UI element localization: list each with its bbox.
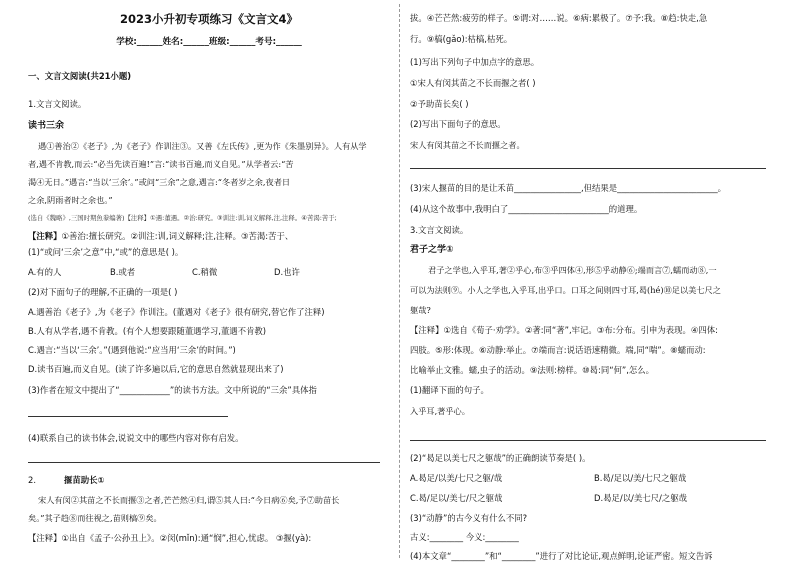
passage-2-notes: 【注释】①出自《孟子·公孙丑上》。②闵(mǐn):通“悯”,担心,忧虑。 ③揠(yà): xyxy=(28,533,312,543)
option-a[interactable]: A.有的人 xyxy=(28,267,62,277)
question-2-3: (3)宋人揠苗的目的是让禾苗________________,但结果是________________________。 xyxy=(410,183,727,193)
question-3-2: (2)“曷足以美七尺之躯哉”的正确朗读节奏是( )。 xyxy=(410,453,591,463)
passage-3-line-2: 可以为法则⑨。小人之学也,入乎耳,出乎口。口耳之间则四寸耳,曷(hé)⑩足以美七尺之 xyxy=(410,285,721,295)
question-2-2: (2)写出下面句子的意思。 xyxy=(410,119,506,129)
passage-3-note-3: 比喻举止文雅。蠕,虫子的活动。⑨法则:榜样。⑩曷:同“何”,怎么。 xyxy=(410,365,655,375)
question-1-label: 1.文言文阅读。 xyxy=(28,99,87,109)
left-column xyxy=(28,0,390,562)
answer-line[interactable] xyxy=(28,462,380,463)
question-1-4: (4)联系自己的读书体会,说说文中的哪些内容对你有启发。 xyxy=(28,433,244,443)
question-1-2-option-d[interactable]: D.读书百遍,而义自见。(读了许多遍以后,它的意思自然就显现出来了) xyxy=(28,364,284,374)
right-column xyxy=(410,0,772,562)
column-divider xyxy=(399,4,400,558)
passage-2-line-2: 矣。”其子趋⑧而往视之,苗则槁⑨矣。 xyxy=(28,513,162,523)
question-1-2-option-b[interactable]: B.人有从学者,遇不肯教。(有个人想要跟随董遇学习,董遇不肯教) xyxy=(28,326,267,336)
passage-1-line-4: 之余,阴雨者时之余也。” xyxy=(28,195,113,205)
note-1-text: ①善治:擅长研究。②训注:训,词义解释;注,注释。③苦渴:苦于、 xyxy=(61,231,294,241)
question-2-number: 2. xyxy=(28,475,36,485)
question-2-1-a: ①宋人有闵其苗之不长而揠之者( ) xyxy=(410,78,536,88)
question-1-1: (1)“或问‘三余’之意”中,“或”的意思是( )。 xyxy=(28,247,184,257)
question-1-3: (3)作者在短文中提出了“____________”的读书方法。文中所说的“三余”具体指 xyxy=(28,385,317,395)
passage-3-line-1: 君子之学也,入乎耳,著②乎心,布③乎四体④,形⑤乎动静⑥;端而言⑦,蠕而动⑧,一 xyxy=(428,265,717,275)
question-1-2-option-a[interactable]: A.遇善治《老子》,为《老子》作训注。(董遇对《老子》很有研究,替它作了注释) xyxy=(28,307,325,317)
option-c[interactable]: C.稍微 xyxy=(192,267,218,277)
question-3-1: (1)翻译下面的句子。 xyxy=(410,385,489,395)
passage-1-line-2: 者,遇不肯教,而云:“必当先读百遍!”言:“读书百遍,而义自见。”从学者云:“苦 xyxy=(28,159,294,169)
student-info-line: 学校:______姓名:______班级:______考号:______ xyxy=(116,37,302,47)
question-2-4: (4)从这个故事中,我明白了________________________的道理。 xyxy=(410,204,643,214)
question-3-1-sentence: 入乎耳,著乎心。 xyxy=(410,406,470,416)
passage-1-line-1: 遇①善治②《老子》,为《老子》作训注③。又善《左氏传》,更为作《朱墨别异》。人有从学 xyxy=(38,141,367,151)
question-2-1: (1)写出下列句子中加点字的意思。 xyxy=(410,57,540,67)
option-c[interactable]: C.曷/足以/美七/尺之躯哉 xyxy=(410,493,503,503)
passage-3-note-2: 四肢。⑤形:体现。⑥动静:举止。⑦端而言:说话语速精微。端,同“喘”。⑧蠕而动: xyxy=(410,345,706,355)
option-b[interactable]: B.曷/足以/美/七尺之躯哉 xyxy=(594,473,687,483)
passage-1-source-note: (选自《魏略》,三国时期魚豢编著)【注释】①遇:董遇。②治:研究。③训注:训,词义解释,注,注释。④苦渴:苦于; xyxy=(28,214,337,222)
option-d[interactable]: D.曷足/以/美七尺/之躯哉 xyxy=(594,493,687,503)
answer-line[interactable] xyxy=(410,440,766,441)
question-1-2: (2)对下面句子的理解,不正确的一项是( ) xyxy=(28,287,178,297)
option-a[interactable]: A.曷足/以美/七尺之躯/哉 xyxy=(410,473,503,483)
passage-3-title: 君子之学① xyxy=(410,245,454,255)
option-d[interactable]: D.也许 xyxy=(274,267,300,277)
passage-3-line-3: 躯哉? xyxy=(410,305,431,315)
section-heading: 一、文言文阅读(共21小题) xyxy=(28,71,132,81)
question-2-2-sentence: 宋人有闵其苗之不长而揠之者。 xyxy=(410,140,525,150)
option-b[interactable]: B.或者 xyxy=(110,267,136,277)
passage-3-note-1: 【注释】①选自《荀子·劝学》。②著:同“著”,牢记。③布:分布。引申为表现。④四体: xyxy=(410,325,718,335)
question-3-3: (3)“动静”的古今义有什么不同? xyxy=(410,513,528,523)
note-label: 【注释】 xyxy=(28,231,62,241)
passage-2-notes-cont-1: 拔。④芒芒然:疲劳的样子。⑤谓:对……说。⑥病:累极了。⑦予:我。⑧趋:快走,急 xyxy=(410,13,708,23)
passage-1-title: 读书三余 xyxy=(28,121,65,131)
page-title: 2023小升初专项练习《文言文4》 xyxy=(119,12,298,26)
passage-2-title: 揠苗助长① xyxy=(64,475,105,485)
answer-line[interactable] xyxy=(28,416,228,417)
question-3-label: 3.文言文阅读。 xyxy=(410,225,469,235)
question-2-heading xyxy=(28,474,390,486)
passage-1-line-3: 渴④无日。”遇言:“当以‘三余’。”或问“三余”之意,遇言:“冬者岁之余,夜者日 xyxy=(28,177,291,187)
question-1-2-option-c[interactable]: C.遇言:“当以‘三余’。”(遇到他说:“应当用‘三余’的时间。”) xyxy=(28,345,236,355)
question-3-3-blanks: 古义:________ 今义:________ xyxy=(410,532,519,542)
passage-2-notes-cont-2: 行。⑨槁(gǎo):枯槁,枯死。 xyxy=(410,34,513,44)
passage-1-notes xyxy=(28,230,390,242)
question-2-1-b: ②予助苗长矣( ) xyxy=(410,99,469,109)
passage-2-line-1: 宋人有闵②其苗之不长而揠③之者,芒芒然④归,谓⑤其人曰:“今日病⑥矣,予⑦助苗长 xyxy=(38,495,340,505)
question-3-4: (4)本文章“________”和“________”进行了对比论证,观点鲜明,论证严密。短文告诉 xyxy=(410,551,713,561)
answer-line[interactable] xyxy=(410,168,766,169)
